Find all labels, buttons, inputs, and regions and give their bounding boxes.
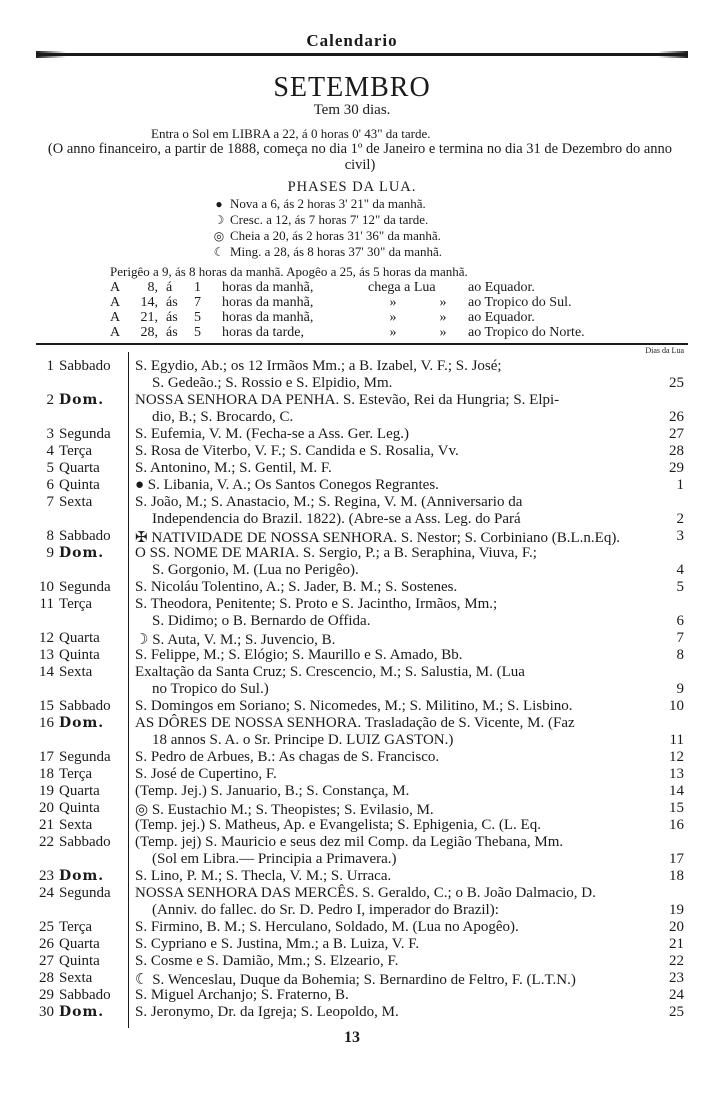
saint-entry-line: ● S. Libania, V. A.; Os Santos Conegos Regrantes. <box>135 477 439 493</box>
day-number: 22 <box>39 834 54 850</box>
page-number: 13 <box>344 1029 360 1046</box>
weekday: Terça <box>59 766 93 782</box>
phase-text: Cresc. a 12, ás 7 horas 7' 12" da tarde. <box>230 212 429 227</box>
day-number: 2 <box>46 392 54 408</box>
moon-day: 25 <box>669 1004 684 1020</box>
saint-entry-line: S. Rosa de Viterbo, V. F.; S. Candida e S. Rosalia, Vv. <box>135 443 459 459</box>
lunar-q1: » <box>389 310 397 325</box>
day-number: 18 <box>39 766 54 782</box>
lunar-sep: ás <box>166 325 178 340</box>
lunar-hour: 1 <box>194 280 201 295</box>
moon-day: 17 <box>669 851 684 867</box>
day-number: 1 <box>46 358 54 374</box>
day-number: 20 <box>39 800 54 816</box>
weekday: Sexta <box>59 664 93 680</box>
lunar-when: horas da manhã, <box>222 295 314 310</box>
saint-entry-line: ☽ S. Auta, V. M.; S. Juvencio, B. <box>135 632 336 648</box>
moon-day: 18 <box>669 868 684 884</box>
day-number: 21 <box>39 817 54 833</box>
day-number: 13 <box>39 647 54 663</box>
moon-day: 15 <box>669 800 684 816</box>
lunar-q1: » <box>389 325 397 340</box>
month-title: SETEMBRO <box>273 72 431 103</box>
saint-entry-line: NOSSA SENHORA DAS MERCÊS. S. Geraldo, C.; o B. João Dalmacio, D. <box>135 885 596 901</box>
lunar-q1: » <box>389 295 397 310</box>
lunar-q2: » <box>439 325 447 340</box>
day-number: 9 <box>46 545 54 561</box>
saint-entry-line: S. Pedro de Arbues, B.: As chagas de S. Francisco. <box>135 749 440 765</box>
saint-entry-line: ✠ NATIVIDADE DE NOSSA SENHORA. S. Nestor; S. Corbiniano (B.L.n.Eq). <box>135 530 621 546</box>
saint-entry-line: S. Cosme e S. Damião, Mm.; S. Elzeario, F. <box>135 953 399 969</box>
lunar-sep: ás <box>166 310 178 325</box>
lunar-place: ao Equador. <box>468 310 535 325</box>
phase-text: Ming. a 28, ás 8 horas 37' 30" da manhã. <box>230 244 442 259</box>
lunar-hour: 5 <box>194 310 201 325</box>
saint-entry-line: S. Domingos em Soriano; S. Nicomedes, M.; S. Militino, M.; S. Lisbino. <box>135 698 573 714</box>
weekday-sunday: Dom. <box>59 1004 105 1020</box>
moon-day: 13 <box>669 766 684 782</box>
moon-day: 7 <box>676 630 684 646</box>
weekday: Terça <box>59 443 93 459</box>
day-number: 10 <box>39 579 54 595</box>
lunar-day: 14, <box>140 295 158 310</box>
moon-day: 16 <box>669 817 684 833</box>
moon-day: 22 <box>669 953 684 969</box>
lunar-position-row <box>110 295 628 311</box>
lunar-sep: á <box>166 280 173 295</box>
lunar-position-row <box>110 310 628 326</box>
weekday: Quinta <box>59 477 100 493</box>
day-number: 12 <box>39 630 54 646</box>
moon-day: 2 <box>676 511 684 527</box>
saint-entry-line: S. Eufemia, V. M. (Fecha-se a Ass. Ger. Leg.) <box>135 426 409 442</box>
phase-text: Nova a 6, ás 2 horas 3' 21" da manhã. <box>230 196 426 211</box>
column-divider <box>128 352 129 1028</box>
saint-entry-line: S. Antonino, M.; S. Gentil, M. F. <box>135 460 332 476</box>
day-number: 27 <box>39 953 54 969</box>
weekday: Sabbado <box>59 528 111 544</box>
saint-entry-line: S. Egydio, Ab.; os 12 Irmãos Mm.; a B. Izabel, V. F.; S. José; <box>135 358 502 374</box>
weekday: Segunda <box>59 426 111 442</box>
moon-days-header: Dias da Lua <box>645 346 684 355</box>
weekday-sunday: Dom. <box>59 715 105 731</box>
moon-day: 12 <box>669 749 684 765</box>
weekday: Quarta <box>59 783 100 799</box>
saint-entry-line: O SS. NOME DE MARIA. S. Sergio, P.; a B. Seraphina, Viuva, F.; <box>135 545 537 561</box>
lunar-q2: » <box>439 295 447 310</box>
lunar-place: ao Equador. <box>468 280 535 295</box>
moon-day: 10 <box>669 698 684 714</box>
saint-entry-line: S. Firmino, B. M.; S. Herculano, Soldado, M. (Lua no Apogêo). <box>135 919 519 935</box>
day-number: 26 <box>39 936 54 952</box>
weekday: Sabbado <box>59 987 111 1003</box>
weekday: Quarta <box>59 630 100 646</box>
moon-day: 11 <box>669 732 684 748</box>
saint-entry-line: (Temp. jej.) S. Matheus, Ap. e Evangelista; S. Ephigenia, C. (L. Eq. <box>135 817 541 833</box>
day-number: 29 <box>39 987 54 1003</box>
saint-entry-line: NOSSA SENHORA DA PENHA. S. Estevão, Rei da Hungria; S. Elpi- <box>135 392 560 408</box>
lunar-a: A <box>110 280 121 295</box>
moon-day: 8 <box>676 647 684 663</box>
saint-entry-line: (Sol em Libra.— Principia a Primavera.) <box>152 851 397 867</box>
weekday-sunday: Dom. <box>59 392 105 408</box>
moon-day: 27 <box>669 426 684 442</box>
saint-entry-line: 18 annos S. A. o Sr. Principe D. LUIZ GASTON.) <box>152 732 454 748</box>
day-number: 30 <box>39 1004 54 1020</box>
moon-day: 4 <box>676 562 684 578</box>
moon-day: 28 <box>669 443 684 459</box>
lunar-position-row <box>110 280 628 296</box>
sun-entry: Entra o Sol em LIBRA a 22, á 0 horas 0' 43" da tarde. <box>151 126 431 141</box>
day-number: 7 <box>46 494 54 510</box>
saint-entry-line: no Tropico do Sul.) <box>152 681 269 697</box>
day-number: 17 <box>39 749 54 765</box>
weekday: Quarta <box>59 460 100 476</box>
lunar-a: A <box>110 310 121 325</box>
saint-entry-line: (Temp. Jej.) S. Januario, B.; S. Constança, M. <box>135 783 410 799</box>
phase-text: Cheia a 20, ás 2 horas 31' 36" da manhã. <box>230 228 441 243</box>
saint-entry-line: S. Theodora, Penitente; S. Proto e S. Jacintho, Irmãos, Mm.; <box>135 596 498 612</box>
moon-day: 23 <box>669 970 684 986</box>
saint-entry-line: S. Gorgonio, M. (Lua no Perigêo). <box>152 562 359 578</box>
day-number: 3 <box>46 426 54 442</box>
lunar-when: horas da tarde, <box>222 325 305 340</box>
day-number: 5 <box>46 460 54 476</box>
weekday: Segunda <box>59 579 111 595</box>
saint-entry-line: S. Gedeão.; S. Rossio e S. Elpidio, Mm. <box>152 375 393 391</box>
table-rule <box>36 343 688 345</box>
day-number: 14 <box>39 664 54 680</box>
moon-day: 19 <box>669 902 684 918</box>
day-number: 15 <box>39 698 54 714</box>
days-count: Tem 30 dias. <box>313 102 391 118</box>
lunar-q2: » <box>439 310 447 325</box>
saint-entry-line: S. Lino, P. M.; S. Thecla, V. M.; S. Urraca. <box>135 868 392 884</box>
lunar-day: 28, <box>140 325 158 340</box>
moon-day: 6 <box>676 613 684 629</box>
full-moon-icon: ◎ <box>213 229 225 243</box>
lunar-when: horas da manhã, <box>222 310 314 325</box>
weekday-sunday: Dom. <box>59 545 105 561</box>
moon-day: 29 <box>669 460 684 476</box>
day-number: 6 <box>46 477 54 493</box>
saint-entry-line: ◎ S. Eustachio M.; S. Theopistes; S. Evilasio, M. <box>135 802 434 818</box>
saint-entry-line: AS DÔRES DE NOSSA SENHORA. Trasladação de S. Vicente, M. (Faz <box>135 715 575 731</box>
day-number: 28 <box>39 970 54 986</box>
saint-entry-line: S. Miguel Archanjo; S. Fraterno, B. <box>135 987 349 1003</box>
weekday: Quinta <box>59 800 100 816</box>
weekday: Sabbado <box>59 698 111 714</box>
lunar-place: ao Tropico do Norte. <box>468 325 585 340</box>
last-quarter-icon: ☾ <box>213 245 225 259</box>
top-rule <box>36 53 688 56</box>
phase-row <box>211 196 426 212</box>
saint-entry-line: S. José de Cupertino, F. <box>135 766 277 782</box>
saint-entry-line: Exaltação da Santa Cruz; S. Crescencio, M.; S. Salustia, M. (Lua <box>135 664 525 680</box>
day-number: 16 <box>39 715 54 731</box>
weekday: Quarta <box>59 936 100 952</box>
moon-day: 9 <box>676 681 684 697</box>
new-moon-icon: ● <box>215 197 223 211</box>
moon-day: 24 <box>669 987 684 1003</box>
first-quarter-icon: ☽ <box>213 213 225 227</box>
lunar-a: A <box>110 295 121 310</box>
moon-day: 14 <box>669 783 684 799</box>
lunar-hour: 7 <box>194 295 201 310</box>
moon-day: 25 <box>669 375 684 391</box>
phase-row <box>211 212 428 228</box>
phase-row <box>211 244 442 260</box>
day-number: 19 <box>39 783 54 799</box>
saint-entry-line: (Anniv. do fallec. do Sr. D. Pedro I, imperador do Brazil): <box>152 902 499 918</box>
saint-entry-line: Independencia do Brazil. 1822). (Abre-se a Ass. Leg. do Pará <box>152 511 521 527</box>
lunar-when: horas da manhã, <box>222 280 314 295</box>
weekday: Sexta <box>59 970 93 986</box>
saint-entry-line: ☾ S. Wenceslau, Duque da Bohemia; S. Bernardino de Feltro, F. (L.T.N.) <box>135 972 576 988</box>
saint-entry-line: S. Jeronymo, Dr. da Igreja; S. Leopoldo, M. <box>135 1004 399 1020</box>
weekday: Sexta <box>59 817 93 833</box>
moon-day: 26 <box>669 409 684 425</box>
lunar-position-row <box>110 325 628 341</box>
saint-entry-line: (Temp. jej) S. Mauricio e seus dez mil Comp. da Legião Thebana, Mm. <box>135 834 564 850</box>
saint-entry-line: S. João, M.; S. Anastacio, M.; S. Regina, V. M. (Anniversario da <box>135 494 523 510</box>
saint-entry-line: S. Didimo; o B. Bernardo de Offida. <box>152 613 371 629</box>
lunar-q1: chega a Lua <box>368 280 436 295</box>
lunar-day: 8, <box>147 280 158 295</box>
weekday: Sabbado <box>59 358 111 374</box>
saint-entry-line: dio, B.; S. Brocardo, C. <box>152 409 294 425</box>
weekday: Segunda <box>59 749 111 765</box>
weekday: Quinta <box>59 647 100 663</box>
saint-entry-line: S. Nicoláu Tolentino, A.; S. Jader, B. M.; S. Sostenes. <box>135 579 458 595</box>
weekday-sunday: Dom. <box>59 868 105 884</box>
saint-entry-line: S. Felippe, M.; S. Elógio; S. Maurillo e S. Amado, Bb. <box>135 647 463 663</box>
moon-day: 1 <box>676 477 684 493</box>
phase-row <box>211 228 441 244</box>
lunar-place: ao Tropico do Sul. <box>468 295 572 310</box>
day-number: 4 <box>46 443 54 459</box>
lunar-a: A <box>110 325 121 340</box>
fiscal-year-note: (O anno financeiro, a partir de 1888, começa no dia 1º de Janeiro e termina no dia 31 de Dezembro do anno civil) <box>47 141 673 173</box>
weekday: Terça <box>59 919 93 935</box>
running-head: Calendario <box>306 31 398 50</box>
day-number: 23 <box>39 868 54 884</box>
day-number: 11 <box>39 596 54 612</box>
day-number: 25 <box>39 919 54 935</box>
weekday: Quinta <box>59 953 100 969</box>
moon-day: 21 <box>669 936 684 952</box>
weekday: Terça <box>59 596 93 612</box>
day-number: 8 <box>46 528 54 544</box>
lunar-sep: ás <box>166 295 178 310</box>
lunar-hour: 5 <box>194 325 201 340</box>
day-number: 24 <box>39 885 54 901</box>
lunar-day: 21, <box>140 310 158 325</box>
perigee-apogee: Perigêo a 9, ás 8 horas da manhã. Apogêo a 25, ás 5 horas da manhã. <box>110 264 468 279</box>
phases-title: PHASES DA LUA. <box>287 179 417 195</box>
moon-day: 3 <box>676 528 684 544</box>
moon-day: 20 <box>669 919 684 935</box>
saint-entry-line: S. Cypriano e S. Justina, Mm.; a B. Luiza, V. F. <box>135 936 420 952</box>
weekday: Sabbado <box>59 834 111 850</box>
weekday: Sexta <box>59 494 93 510</box>
weekday: Segunda <box>59 885 111 901</box>
moon-day: 5 <box>676 579 684 595</box>
